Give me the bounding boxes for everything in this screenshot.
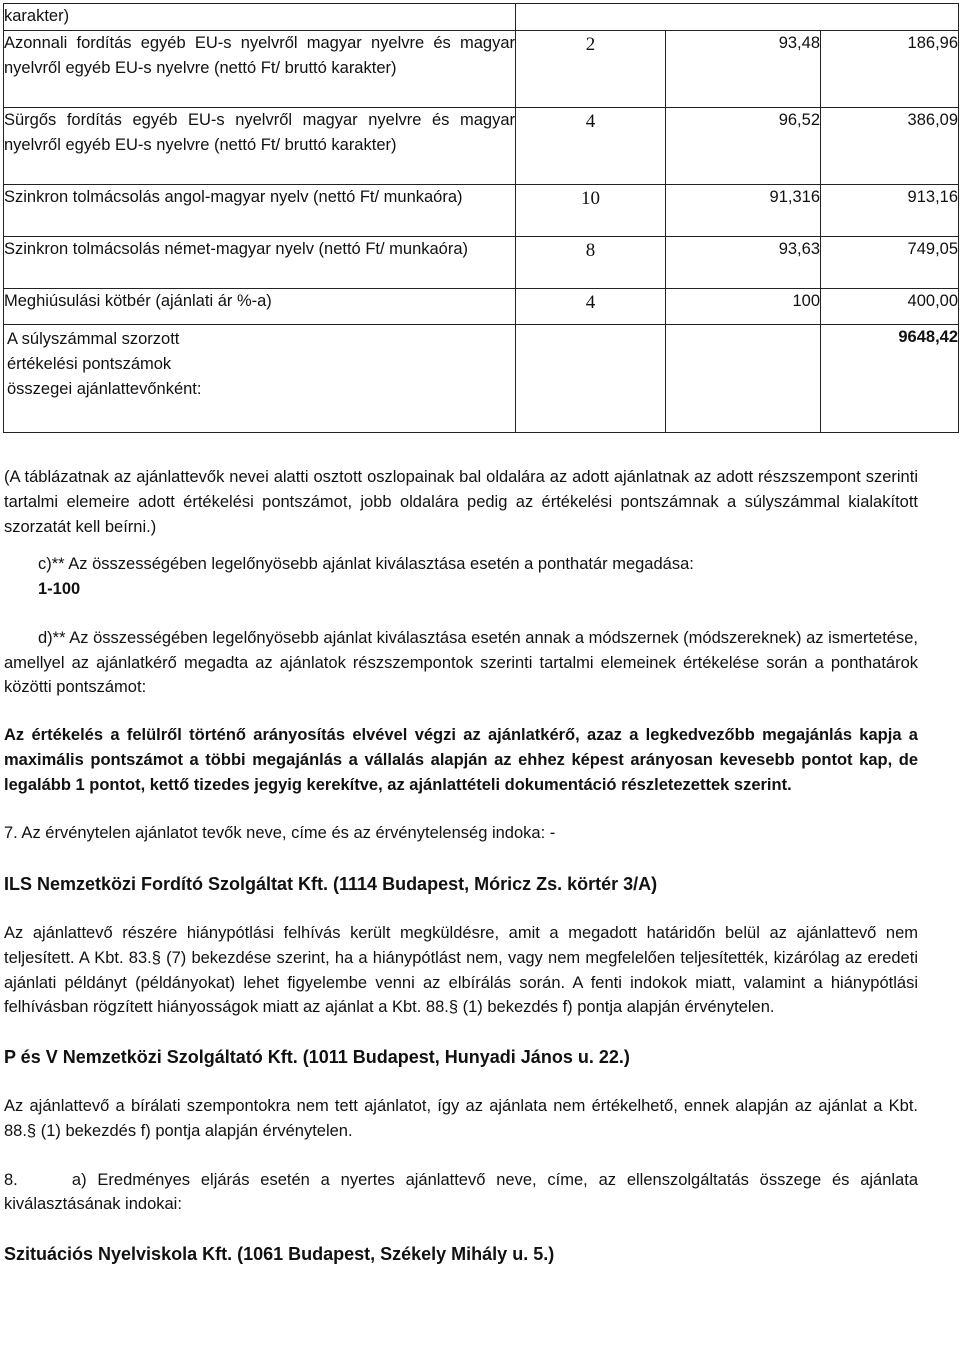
weight-value: 4 bbox=[516, 289, 666, 325]
invalidity-reason-ils: Az ajánlattevő részére hiánypótlási felhívás került megküldésre, amit a megadott határidőn belül az ajánlattevő nem teljesített. A Kbt. 83.§ (7) bekezdése szerint, ha a hiánypótlást nem, vagy nem megfelelően teljesítették, kizárólag az eredeti ajánlati példányt (példányokat) lehet figyelembe venni az elbírálás során. A fenti indokok miatt, valamint a hiánypótlási felhívásban rögzített hiányosságok miatt az ajánlat a Kbt. 88.§ (1) bekezdés f) pontja alapján érvénytelen. bbox=[4, 924, 918, 1017]
weight-value: 10 bbox=[516, 185, 666, 237]
weighted-score-value: 913,16 bbox=[821, 185, 959, 237]
empty-cell bbox=[516, 4, 959, 31]
table-note: (A táblázatnak az ajánlattevők nevei alatti osztott oszlopainak bal oldalára az adott ajánlatnak az adott részszempont szerinti tartalmi elemeire adott értékelési pontszámot, jobb oldalára pedig az értékelési pontszámnak a súlyszámmal kialakított szorzatát kell beírni.) bbox=[4, 468, 918, 536]
total-label: A súlyszámmal szorzott értékelési pontszámok összegei ajánlattevőnként: bbox=[7, 330, 202, 398]
evaluation-table bbox=[3, 3, 959, 433]
criterion-label: Szinkron tolmácsolás német-magyar nyelv (nettó Ft/ munkaóra) bbox=[4, 237, 516, 289]
criterion-label: Azonnali fordítás egyéb EU-s nyelvről magyar nyelvre és magyar nyelvről egyéb EU-s nyelvre (nettó Ft/ bruttó karakter) bbox=[4, 31, 516, 108]
table-row bbox=[4, 237, 959, 289]
method-description: Az értékelés a felülről történő arányosítás elvével végzi az ajánlatkérő, azaz a legkedvezőbb megajánlás kapja a maximális pontszámot a többi megajánlás a vállalás alapján az ehhez képest arányosan kevesebb pontot kap, de legalább 1 pontot, kettő tizedes jegyig kerekítve, az ajánlattételi dokumentáció részletezettek szerint. bbox=[4, 726, 918, 794]
bidder-name: P és V Nemzetközi Szolgáltató Kft. bbox=[4, 1047, 298, 1067]
score-value: 96,52 bbox=[666, 108, 821, 185]
score-value: 93,48 bbox=[666, 31, 821, 108]
weight-value: 4 bbox=[516, 108, 666, 185]
weighted-score-value: 386,09 bbox=[821, 108, 959, 185]
criterion-c-line: c)** Az összességében legelőnyösebb ajánlat kiválasztása esetén a ponthatár megadása: bbox=[38, 555, 694, 574]
criterion-d-text: d)** Az összességében legelőnyösebb ajánlat kiválasztása esetén annak a módszernek (módszereknek) az ismertetése, amellyel az ajánlatkérő megadta az ajánlatok részszempontok szerinti tartalmi elemeinek értékelése során a ponthatárok közötti pontszámot: bbox=[4, 628, 918, 697]
table-row bbox=[4, 108, 959, 185]
table-row bbox=[4, 31, 959, 108]
section-8-heading: 8. a) Eredményes eljárás esetén a nyertes ajánlattevő neve, címe, az ellenszolgáltatás összege és ajánlata kiválasztásának indokai: bbox=[4, 1170, 923, 1214]
criterion-label: Meghiúsulási kötbér (ajánlati ár %-a) bbox=[4, 289, 516, 325]
bidder-address: (1114 Budapest, Móricz Zs. körtér 3/A) bbox=[328, 874, 658, 894]
document-body bbox=[4, 465, 923, 1268]
table-row bbox=[4, 289, 959, 325]
table-row bbox=[4, 185, 959, 237]
table-row bbox=[4, 4, 959, 31]
section-7-heading: 7. Az érvénytelen ajánlatot tevők neve, címe és az érvénytelenség indoka: - bbox=[4, 824, 556, 843]
score-value: 91,316 bbox=[666, 185, 821, 237]
weight-value: 2 bbox=[516, 31, 666, 108]
invalid-bidder-pv bbox=[4, 1044, 918, 1071]
invalidity-reason-pv: Az ajánlattevő a bírálati szempontokra nem tett ajánlatot, így az ajánlata nem értékelhető, ennek alapján az ajánlat a Kbt. 88.§ (1) bekezdés f) pontja alapján érvénytelen. bbox=[4, 1097, 918, 1140]
empty-cell bbox=[666, 325, 821, 433]
empty-cell bbox=[516, 325, 666, 433]
invalid-bidder-ils bbox=[4, 871, 918, 898]
criterion-label: Sürgős fordítás egyéb EU-s nyelvről magyar nyelvre és magyar nyelvről egyéb EU-s nyelvre (nettó Ft/ bruttó karakter) bbox=[4, 108, 516, 185]
weight-value: 8 bbox=[516, 237, 666, 289]
criterion-c-range: 1-100 bbox=[38, 580, 81, 598]
weighted-score-value: 186,96 bbox=[821, 31, 959, 108]
winning-bidder: Szituációs Nyelviskola Kft. (1061 Budapest, Székely Mihály u. 5.) bbox=[4, 1244, 555, 1264]
weighted-score-value: 749,05 bbox=[821, 237, 959, 289]
weighted-score-value: 400,00 bbox=[821, 289, 959, 325]
criterion-label: karakter) bbox=[4, 4, 516, 31]
score-value: 100 bbox=[666, 289, 821, 325]
bidder-address: (1011 Budapest, Hunyadi János u. 22.) bbox=[297, 1047, 630, 1067]
score-value: 93,63 bbox=[666, 237, 821, 289]
criterion-label: Szinkron tolmácsolás angol-magyar nyelv (nettó Ft/ munkaóra) bbox=[4, 185, 516, 237]
total-row bbox=[4, 325, 959, 433]
total-label-cell bbox=[4, 325, 516, 433]
total-value: 9648,42 bbox=[821, 325, 959, 433]
bidder-name: ILS Nemzetközi Fordító Szolgáltat Kft. bbox=[4, 874, 329, 894]
